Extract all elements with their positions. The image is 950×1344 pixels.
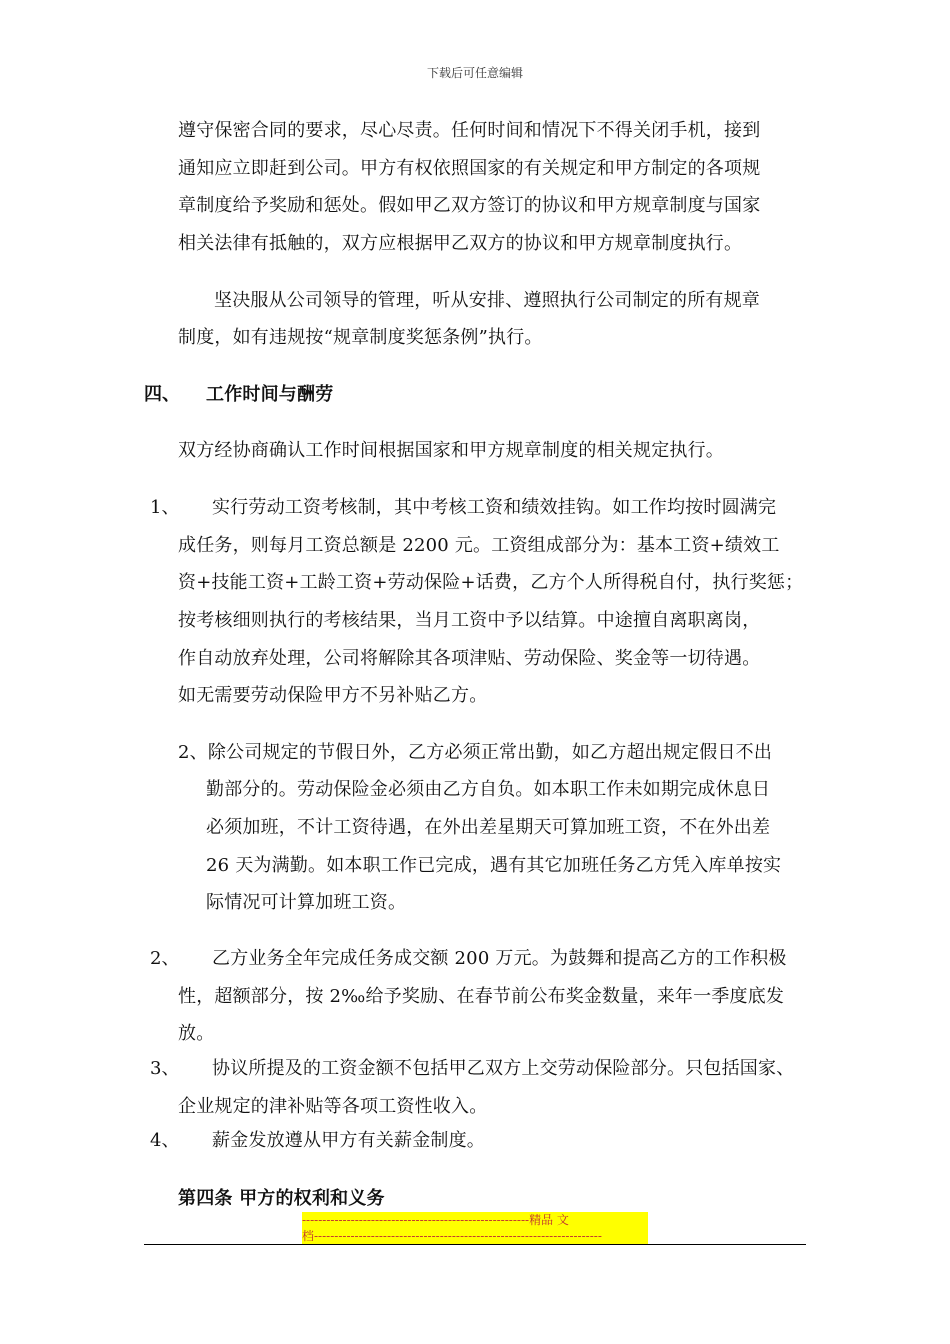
paragraph-line: 章制度给予奖励和惩处。假如甲乙双方签订的协议和甲方规章制度与国家 <box>178 195 761 216</box>
paragraph-line: 坚决服从公司领导的管理，听从安排、遵照执行公司制定的所有规章 <box>214 290 760 311</box>
subitem-line: 必须加班，不计工资待遇，在外出差星期天可算加班工资，不在外出差 <box>206 817 771 838</box>
footer-divider <box>144 1244 806 1245</box>
paragraph-line: 相关法律有抵触的，双方应根据甲乙双方的协议和甲方规章制度执行。 <box>178 233 743 254</box>
item-number: 1、 <box>150 497 180 518</box>
paragraph-line: 遵守保密合同的要求，尽心尽责。任何时间和情况下不得关闭手机，接到 <box>178 120 761 141</box>
article-heading: 第四条 甲方的权利和义务 <box>178 1188 385 1209</box>
item-number: 4、 <box>150 1130 180 1151</box>
item-line: 如无需要劳动保险甲方不另补贴乙方。 <box>178 685 488 706</box>
item-line: 协议所提及的工资金额不包括甲乙双方上交劳动保险部分。只包括国家、 <box>212 1058 795 1079</box>
footer-banner-line: --------------------------------------------------------精品 文 <box>302 1212 648 1228</box>
paragraph-line: 通知应立即赶到公司。甲方有权依照国家的有关规定和甲方制定的各项规 <box>178 158 761 179</box>
paragraph-line: 制度，如有违规按“规章制度奖惩条例”执行。 <box>178 327 543 348</box>
section-intro: 双方经协商确认工作时间根据国家和甲方规章制度的相关规定执行。 <box>178 440 724 461</box>
item-line: 乙方业务全年完成任务成交额 200 万元。为鼓舞和提高乙方的工作积极 <box>212 948 787 969</box>
item-line: 薪金发放遵从甲方有关薪金制度。 <box>212 1130 485 1151</box>
item-line: 性，超额部分，按 2‰给予奖励、在春节前公布奖金数量，来年一季度底发 <box>178 986 785 1007</box>
item-line: 企业规定的津补贴等各项工资性收入。 <box>178 1096 488 1117</box>
footer-banner-line: 档----------------------------------------------------------------------- <box>302 1228 648 1244</box>
item-line: 放。 <box>178 1023 215 1044</box>
section-number: 四、 <box>144 384 180 405</box>
item-line: 成任务，则每月工资总额是 2200 元。工资组成部分为：基本工资+绩效工 <box>178 535 780 556</box>
subitem-line: 际情况可计算加班工资。 <box>206 892 407 913</box>
item-line: 作自动放弃处理，公司将解除其各项津贴、劳动保险、奖金等一切待遇。 <box>178 648 761 669</box>
subitem-line: 26 天为满勤。如本职工作已完成，遇有其它加班任务乙方凭入库单按实 <box>206 855 782 876</box>
item-number: 3、 <box>150 1058 180 1079</box>
subitem-line: 勤部分的。劳动保险金必须由乙方自负。如本职工作未如期完成休息日 <box>206 779 771 800</box>
subitem-line: 2、除公司规定的节假日外，乙方必须正常出勤，如乙方超出规定假日不出 <box>178 742 773 763</box>
section-title: 工作时间与酬劳 <box>206 384 334 405</box>
page-header: 下载后可任意编辑 <box>426 66 523 80</box>
item-number: 2、 <box>150 948 180 969</box>
item-line: 实行劳动工资考核制，其中考核工资和绩效挂钩。如工作均按时圆满完 <box>212 497 777 518</box>
item-line: 按考核细则执行的考核结果，当月工资中予以结算。中途擅自离职离岗， <box>178 610 761 631</box>
item-line: 资+技能工资+工龄工资+劳动保险+话费，乙方个人所得税自付，执行奖惩； <box>178 572 804 593</box>
